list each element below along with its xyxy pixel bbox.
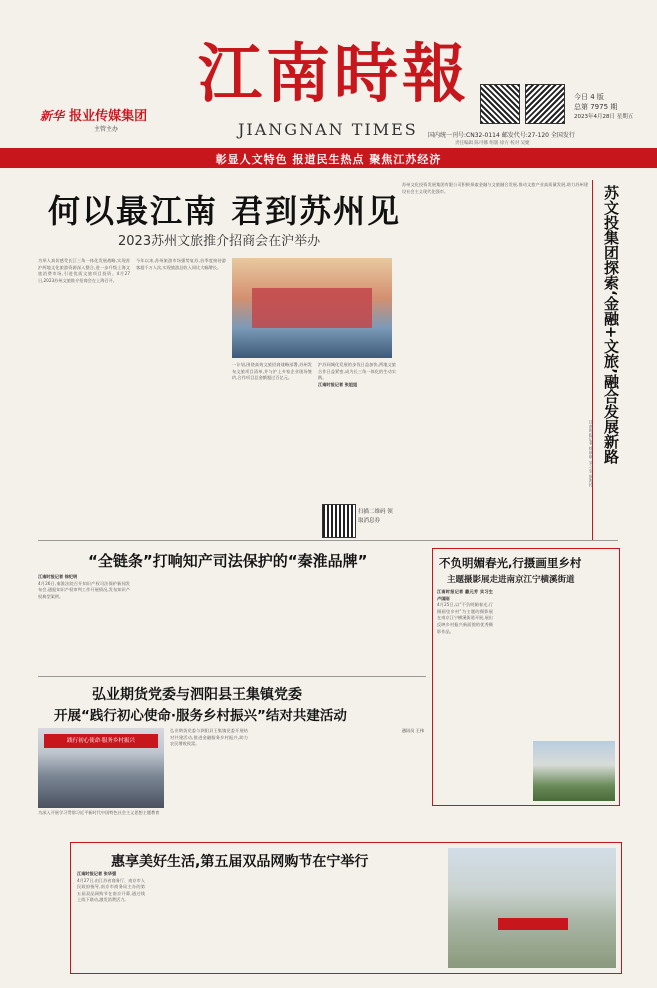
lead-col-2	[136, 258, 226, 578]
party-col-4	[338, 728, 424, 838]
bottom-byline: 江南时报记者 张华强	[77, 871, 117, 876]
group-logo	[40, 105, 147, 133]
middle-headline: “全链条”打响知产司法保护的“秦淮品牌”	[88, 552, 368, 570]
bottom-photo-caption-area	[38, 842, 66, 972]
bottom-col-5	[379, 871, 449, 969]
lead-col-1	[38, 258, 130, 578]
party-col-2	[170, 728, 248, 838]
middle-byline: 江南时报记者 徐纪明	[38, 574, 78, 579]
cn-number: 国内统一刊号:CN32-0114	[428, 132, 500, 139]
party-body: 弘业期货党委与泗阳县王集镇党委开展结对共建活动,推进金融服务乡村振兴,助力农民增收致富。	[170, 728, 248, 747]
qr-code-1	[480, 84, 520, 124]
lead-col-5	[402, 182, 588, 532]
party-caption	[38, 810, 164, 830]
scan-qr[interactable]	[322, 504, 356, 538]
sidebar-intro: 苏州文化投资发展集团有限公司积极探索金融与文旅融合发展,推动文旅产业高质量发展,助力苏州建设社会主义现代化强市。	[402, 182, 588, 194]
lead-photo	[232, 258, 392, 358]
qr-code-2	[525, 84, 565, 124]
party-photo	[38, 728, 164, 808]
lead-headline: 何以最江南 君到苏州见	[48, 192, 402, 230]
nationwide: 全国发行	[550, 132, 575, 139]
bottom-col-2	[151, 871, 221, 969]
issue-date: 2023年4月28日 星期五	[574, 114, 634, 120]
party-title-1: 弘业期货党委与泗阳县王集镇党委	[92, 687, 302, 703]
bottom-photo-banner	[498, 918, 568, 930]
bottom-photo	[448, 848, 616, 968]
issue-info	[574, 92, 633, 122]
bottom-headline: 惠享美好生活,第五届双品网购节在宁举行	[111, 854, 369, 870]
right-photo	[533, 741, 615, 801]
right-byline: 江南时报记者 戴元芳 实习生 卢国刚	[437, 589, 493, 601]
middle-col-4	[328, 574, 424, 674]
post-code: 邮发代号:27-120	[501, 132, 549, 139]
right-story-frame	[432, 548, 620, 806]
page-count: 今日 4 版	[574, 93, 604, 101]
middle-col-2	[136, 574, 226, 674]
right-body: 4月25日,以“不负明媚春光,行摄画里乡村”为主题的摄影展在南京江宁横溪街道开展,展出反映乡村振兴新面貌的优秀摄影作品。	[437, 602, 493, 634]
party-title-2: 开展“践行初心使命·服务乡村振兴”结对共建活动	[54, 708, 347, 724]
lead-photo-caption: 江南时报记者 张姐姐	[318, 381, 358, 387]
middle-col-1	[38, 574, 130, 674]
masthead	[0, 0, 657, 175]
slogan-bar	[0, 148, 657, 168]
group-brand: 新华	[40, 109, 65, 123]
right-col-4	[437, 741, 529, 801]
middle-body: 4月26日,秦淮法院召开知识产权司法保护新闻发布会,通报知识产权审判工作开展情况,发布知识产权典型案例。	[38, 580, 130, 599]
lead-subhead: 2023苏州文旅推介招商会在沪举办	[118, 234, 321, 249]
bottom-col-4	[303, 871, 373, 969]
middle-col-3	[232, 574, 322, 674]
lead-col-3	[232, 362, 312, 577]
lead-col-4	[318, 362, 396, 502]
group-sub: 主管主办	[94, 126, 119, 133]
bottom-col-1	[77, 871, 145, 969]
issue-number: 总第 7975 期	[574, 103, 618, 111]
party-author: 通讯员 王伟	[401, 728, 424, 733]
scan-label: 扫描二维码 领取消息券	[358, 509, 393, 524]
group-name: 报业传媒集团	[69, 109, 148, 124]
party-photo-banner	[44, 734, 158, 748]
right-col-1	[437, 589, 493, 739]
lead-photo-stage	[252, 288, 372, 328]
right-subhead: 主题摄影展走进南京江宁横溪街道	[447, 575, 575, 585]
lead-col2-text: 今年以来,苏州旅游市场强势复苏,首季度接待游客超千万人次,实现旅游总收入同比大幅增长。	[136, 258, 226, 270]
party-banner-text: 践行初心使命·服务乡村振兴	[67, 738, 135, 744]
editors: 责任编辑 陈可娜 组版 徐方 校对 吴婕	[455, 141, 530, 146]
newspaper-title-en: JIANGNAN TIMES	[238, 120, 418, 139]
publication-info	[428, 130, 575, 139]
lead-lede: 为举人真切感受长江三角一体化发展战略,实现苏沪两地文化旅游资源深入整合,进一步升级上海文旅消费市场,引进优质文旅项目投资。4月27日,2023苏州文旅推介招商会在上海召开。	[38, 258, 130, 283]
lead-col3-text: 一计划,围绕高效文旅招商战略部署,苏州发布文旅项目清单,并与沪上多家企业现场签约,合作项目总金额超过百亿元。	[232, 362, 312, 381]
right-col-3	[559, 589, 615, 739]
lead-col4-text: 沪苏同城化发展的步伐日益加快,两地文旅合作日益紧密,成为长三角一体化的生动实践。	[318, 362, 396, 381]
section-rule-2	[38, 676, 426, 677]
section-rule-1	[38, 540, 618, 541]
newspaper-title: 江南時報	[198, 37, 470, 112]
sidebar-author: 江南时报记者 徐明明 实习生 周海玲	[589, 420, 594, 487]
right-col-2	[497, 589, 555, 739]
slogan: 彰显人文特色 报道民生热点 聚焦江苏经济	[215, 153, 442, 166]
right-headline: 不负明媚春光,行摄画里乡村	[439, 556, 582, 570]
bottom-body: 4月27日,由江苏省商务厅、南京市人民政府指导,南京市商务局主办的第五届双品网购节在南京开幕,通过线上线下联动,激发消费活力。	[77, 877, 145, 903]
sidebar-headline: 苏文投集团探索‘金融+文旅’融合发展新路	[602, 185, 620, 464]
bottom-col-3	[227, 871, 297, 969]
party-caption-text: 为深入开展学习贯彻习近平新时代中国特色社会主义思想主题教育	[38, 810, 160, 815]
party-col-3	[252, 728, 334, 838]
